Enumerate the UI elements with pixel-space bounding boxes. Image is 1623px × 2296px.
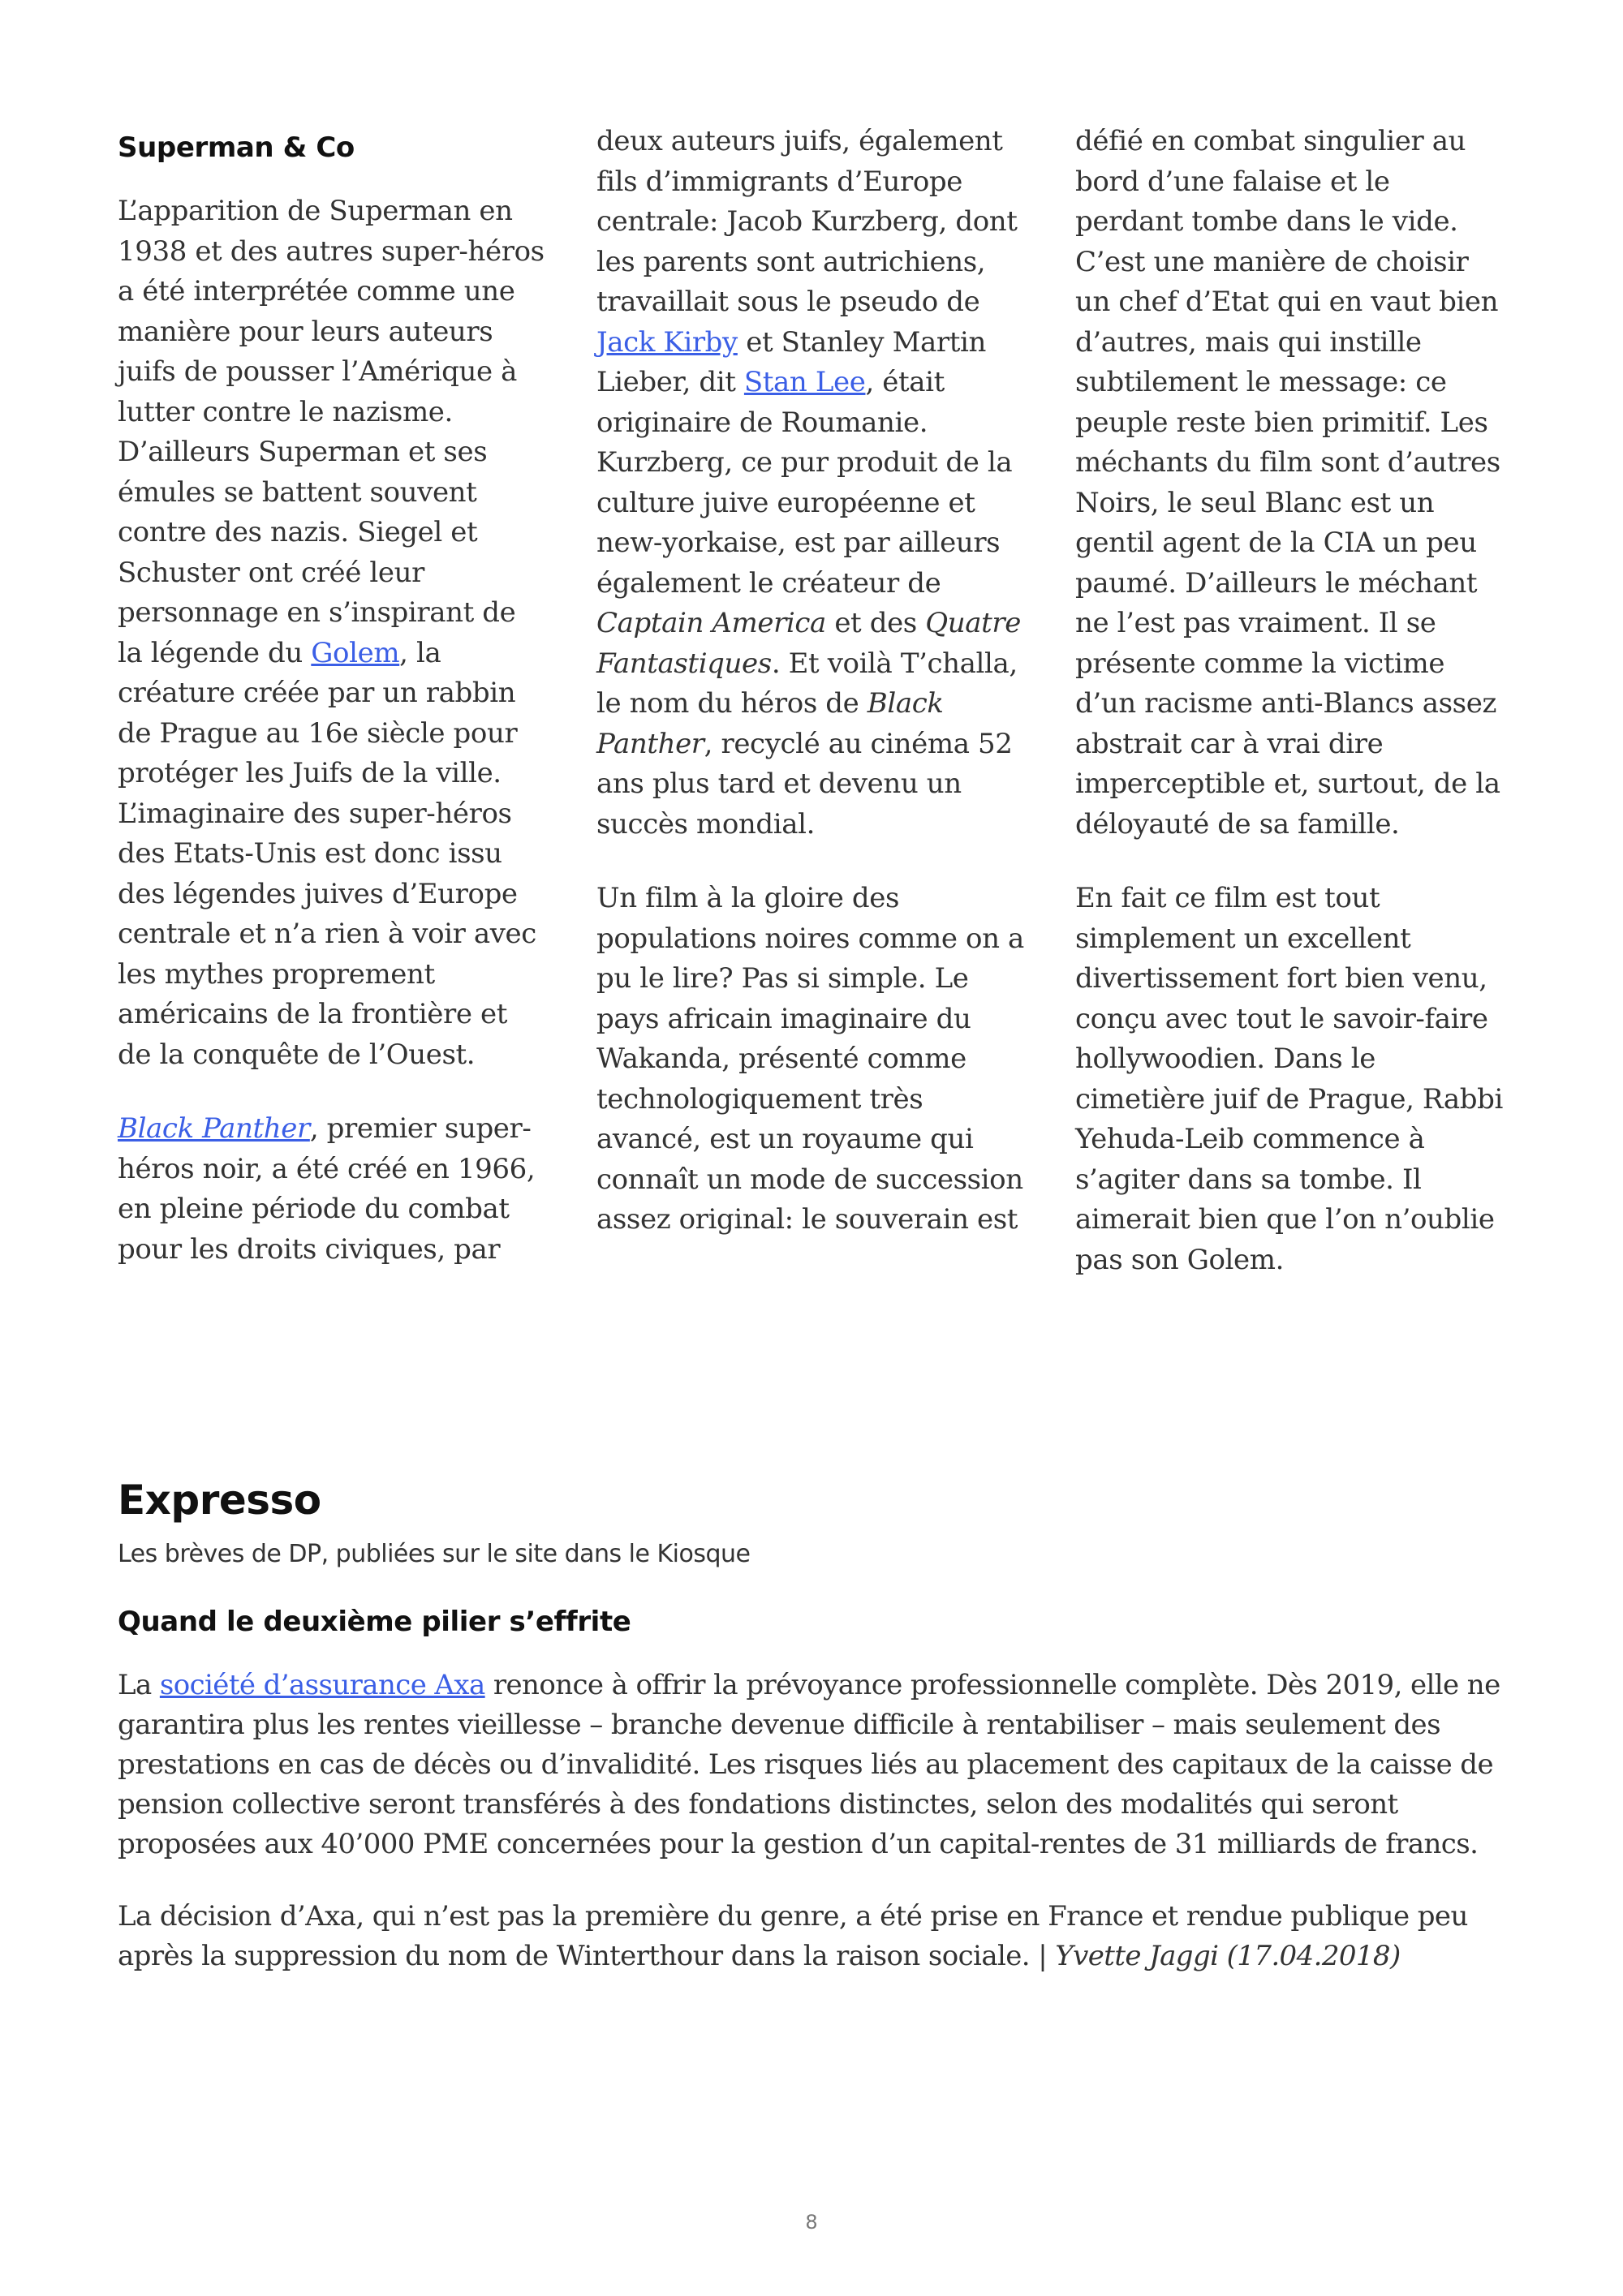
- stan-lee-link[interactable]: Stan Lee: [743, 366, 866, 398]
- paragraph: deux auteurs juifs, également fils d’immigrants d’Europe centrale: Jacob Kurzberg, dont les parents sont autrichiens, travaillait sous le pseudo de Jack Kirby et Stanley Martin Lieber, dit Stan Lee, était originaire de Roumanie. Kurzberg, ce pur produit de la culture juive européenne et new-yorkaise, est par ailleurs également le créateur de Captain America et des Quatre Fantastiques. Et voilà T’challa, le nom du héros de Black Panther, recyclé au cinéma 52 ans plus tard et devenu un succès mondial.: [596, 125, 1021, 841]
- jack-kirby-link[interactable]: Jack Kirby: [596, 325, 738, 359]
- item-heading: Quand le deuxième pilier s’effrite: [118, 1606, 631, 1638]
- paragraph: La société d’assurance Axa renonce à offrir la prévoyance professionnelle complète. Dès 2019, elle ne garantira plus les rentes vieillesse – branche devenue difficile à rentabiliser – mais seulement des prestations en cas de décès ou d’invalidité. Les risques liés au placement des capitaux de la caisse de pension collective seront transférés à des fondations distinctes, selon des modalités qui seront proposées aux 40’000 PME concernées pour la gestion d’un capital-rentes de 31 milliards de francs.: [118, 1669, 1500, 1860]
- column-2: [596, 122, 1027, 1314]
- black-panther-link[interactable]: Black Panther: [118, 1112, 310, 1145]
- paragraph: La décision d’Axa, qui n’est pas la première du genre, a été prise en France et rendue publique peu après la suppression du nom de Winterthour dans la raison sociale. | Yvette Jaggi (17.04.2018): [118, 1900, 1468, 1972]
- expresso-section: [118, 1477, 1513, 2009]
- paragraph: L’apparition de Superman en 1938 et des autres super-héros a été interprétée comme une manière pour leurs auteurs juifs de pousser l’Amérique à lutter contre le nazisme. D’ailleurs Superman et ses émules se battent souvent contre des nazis. Siegel et Schuster ont créé leur personnage en s’inspirant de la légende du Golem, la créature créée par un rabbin de Prague au 16e siècle pour protéger les Juifs de la ville. L’imaginaire des super-héros des Etats-Unis est donc issu des légendes juives d’Europe centrale et n’a rien à voir avec les mythes proprement américains de la frontière et de la conquête de l’Ouest.: [118, 195, 545, 1071]
- paragraph: En fait ce film est tout simplement un excellent divertissement fort bien venu, conçu avec tout le savoir-faire hollywoodien. Dans le cimetière juif de Prague, Rabbi Yehuda-Leib commence à s’agiter dans sa tombe. Il aimerait bien que l’on n’oublie pas son Golem.: [1075, 882, 1503, 1276]
- section-title: Expresso: [118, 1477, 321, 1524]
- golem-link[interactable]: Golem: [311, 636, 400, 669]
- article-columns: [118, 122, 1513, 1314]
- paragraph: Un film à la gloire des populations noires comme on a pu le lire? Pas si simple. Le pays africain imaginaire du Wakanda, présenté comme technologiquement très avancé, est un royaume qui connaît un mode de succession assez original: le souverain est: [596, 882, 1024, 1236]
- section-subtitle: Les brèves de DP, publiées sur le site dans le Kiosque: [118, 1540, 751, 1568]
- byline: Yvette Jaggi (17.04.2018): [1055, 1940, 1401, 1972]
- article-heading: Superman & Co: [118, 131, 355, 164]
- column-3: [1075, 122, 1505, 1314]
- paragraph: défié en combat singulier au bord d’une falaise et le perdant tombe dans le vide. C’est une manière de choisir un chef d’Etat qui en vaut bien d’autres, mais qui instille subtilement le message: ce peuple reste bien primitif. Les méchants du film sont d’autres Noirs, le seul Blanc est un gentil agent de la CIA un peu paumé. D’ailleurs le méchant ne l’est pas vraiment. Il se présente comme la victime d’un racisme anti-Blancs assez abstrait car à vrai dire imperceptible et, surtout, de la déloyauté de sa famille.: [1075, 125, 1500, 841]
- paragraph: Black Panther, premier super-héros noir, a été créé en 1966, en pleine période du combat pour les droits civiques, par: [118, 1112, 536, 1266]
- column-1: [118, 122, 548, 1314]
- page-number: 8: [805, 2211, 818, 2234]
- axa-link[interactable]: société d’assurance Axa: [159, 1669, 485, 1701]
